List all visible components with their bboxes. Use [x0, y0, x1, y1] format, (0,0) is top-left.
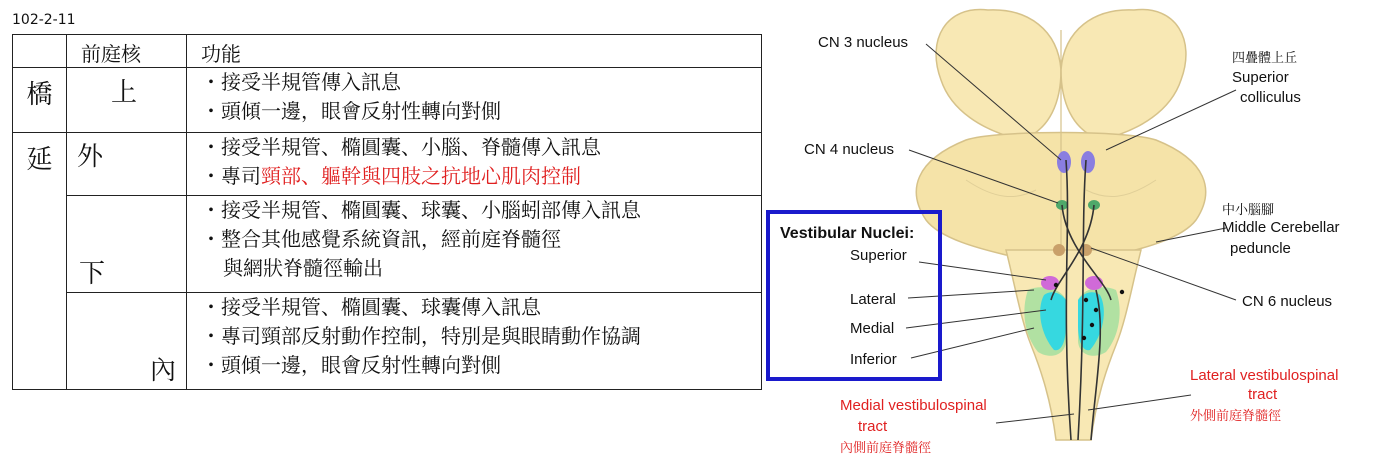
- label-cn3: CN 3 nucleus: [818, 34, 909, 51]
- function-line: 與網狀脊髓徑輸出: [223, 256, 383, 280]
- label-mcp-en1: Middle Cerebellar: [1222, 219, 1340, 236]
- label-mcp-en2: peduncle: [1230, 240, 1291, 257]
- function-line: ・頭傾一邊，眼會反射性轉向對側: [201, 99, 501, 123]
- label-vn-superior: Superior: [850, 247, 907, 264]
- nucleus-inferior: 下: [67, 196, 187, 293]
- nucleus-medial: 內: [67, 293, 187, 390]
- function-line: ・接受半規管、橢圓囊、球囊、小腦蚓部傳入訊息: [201, 198, 641, 222]
- vestibular-nuclei-table: [12, 34, 762, 390]
- label-vn-lateral: Lateral: [850, 291, 896, 308]
- nucleus-lateral: 外: [67, 133, 187, 196]
- page-id: 102-2-11: [12, 12, 76, 28]
- function-line: ・接受半規管、橢圓囊、小腦、脊髓傳入訊息: [201, 135, 601, 159]
- label-lvst1: Lateral vestibulospinal: [1190, 367, 1339, 384]
- label-cn4: CN 4 nucleus: [804, 141, 895, 158]
- table-row: [13, 133, 762, 196]
- table-row: [13, 196, 762, 293]
- table-header-row: [13, 35, 762, 68]
- function-line: ・專司頸部、軀幹與四肢之抗地心肌肉控制: [201, 164, 581, 188]
- label-cn6: CN 6 nucleus: [1242, 293, 1333, 310]
- function-line: ・專司頸部反射動作控制，特別是與眼睛動作協調: [201, 324, 641, 348]
- label-mvst-zh: 內側前庭脊髓徑: [840, 441, 932, 456]
- header-blank: [13, 35, 67, 68]
- label-lvst-zh: 外側前庭脊髓徑: [1190, 409, 1282, 424]
- function-cell: [187, 196, 762, 293]
- function-line: ・整合其他感覺系統資訊，經前庭脊髓徑: [201, 227, 561, 251]
- header-nucleus: 前庭核: [67, 35, 187, 68]
- label-lvst2: tract: [1248, 386, 1278, 403]
- function-cell: [187, 293, 762, 390]
- function-cell: [187, 68, 762, 133]
- table-row: [13, 293, 762, 390]
- label-vn-inferior: Inferior: [850, 351, 897, 368]
- brainstem-illustration: [916, 10, 1205, 440]
- function-line: ・接受半規管傳入訊息: [201, 70, 401, 94]
- label-vn-medial: Medial: [850, 320, 895, 337]
- region-pons: 橋: [13, 68, 67, 133]
- brainstem-diagram: [766, 0, 1384, 462]
- label-mvst1: Medial vestibulospinal: [840, 397, 987, 414]
- nucleus-superior: 上: [67, 68, 187, 133]
- highlighted-text: 頸部、軀幹與四肢之抗地心肌肉控制: [261, 164, 581, 188]
- label-mvst2: tract: [858, 418, 888, 435]
- header-function: 功能: [187, 35, 762, 68]
- function-line: ・頭傾一邊，眼會反射性轉向對側: [201, 353, 501, 377]
- label-sup-coll-zh: 四疊體上丘: [1232, 51, 1298, 66]
- region-medulla: 延: [13, 133, 67, 390]
- function-cell: [187, 133, 762, 196]
- label-mcp-zh: 中小腦腳: [1222, 203, 1275, 218]
- label-vn-title: Vestibular Nuclei:: [780, 225, 915, 242]
- function-line: ・接受半規管、橢圓囊、球囊傳入訊息: [201, 295, 541, 319]
- label-sup-coll-en1: Superior: [1232, 69, 1289, 86]
- table-row: [13, 68, 762, 133]
- label-sup-coll-en2: colliculus: [1240, 89, 1301, 106]
